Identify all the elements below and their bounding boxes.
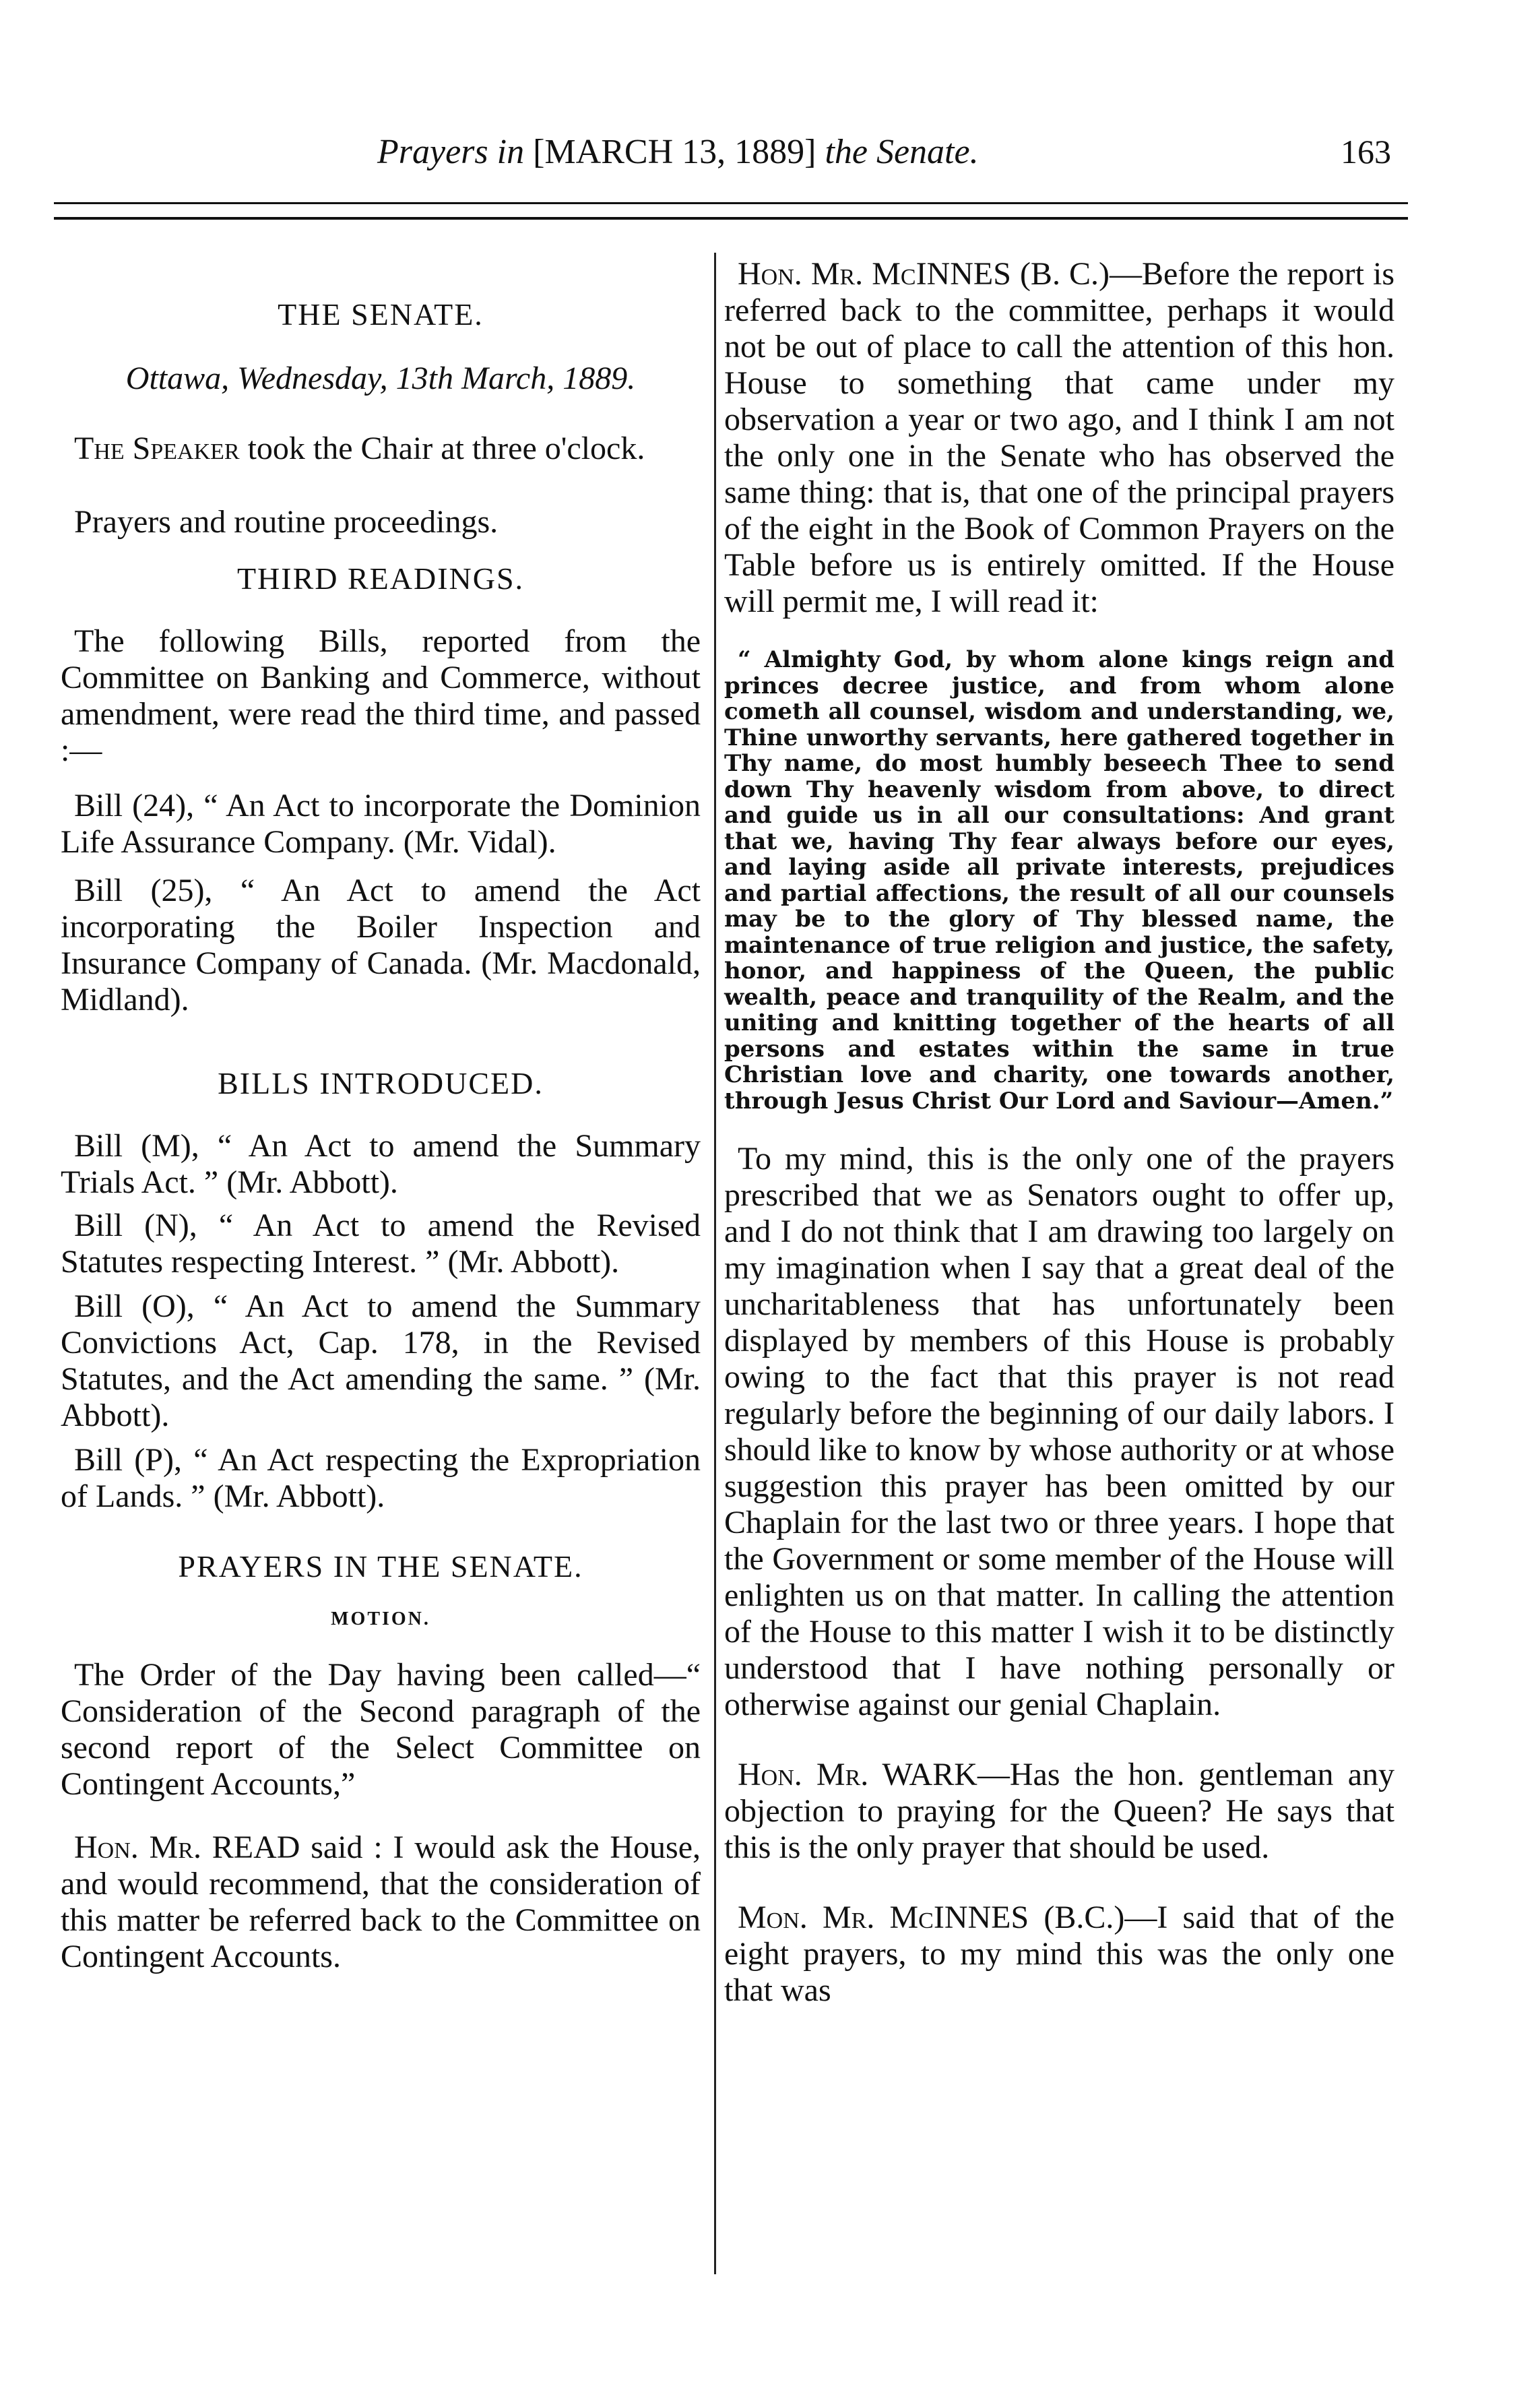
prayers-routine: Prayers and routine proceedings.	[74, 504, 499, 540]
prayer-quote: “ Almighty God, by whom alone kings reign and princes decree justice, and from whom alone cometh all counsel, wisdom and understanding, we, Thine unworthy servants, here gathered together in Thy name, do most humbly beseech Thee to send down Thy heavenly wisdom from above, to direct and guide us in all our consultations: And grant that we, having Thy fear always before our eyes, and laying aside all private interests, prejudices and partial affections, the result of all our counsels may be to the glory of Thy blessed name, the maintenance of true religion and justice, the safety, honor, and happiness of the Queen, the public wealth, peace and tranquility of the Realm, and the uniting and knitting together of the hearts of all persons and estates within the same in true Christian love and charity, one towards another, through Jesus Christ Our Lord and Saviour—Amen.”	[724, 646, 1394, 1115]
order-of-day: The Order of the Day having been called—“ Consideration of the Second paragraph of the second report of the Select Committee on Contingent Accounts,”	[61, 1657, 701, 1802]
header-rule-bottom	[54, 217, 1408, 220]
senate-heading: THE SENATE.	[278, 297, 484, 332]
dateline: Ottawa, Wednesday, 13th March, 1889.	[125, 361, 636, 396]
mcinnes-paragraph: Hon. Mr. McINNES (B. C.)—Before the report is referred back to the committee, perhaps it would not be out of place to call the attention of this hon. House to something that came under my observation a year or two ago, and I think I am not the only one in the Senate who has observed the same thing: that is, that one of the principal prayers of the eight in the Book of Common Prayers on the Table before us is entirely omitted. If the House will permit me, I will read it:	[724, 256, 1394, 619]
bill-25: Bill (25), “ An Act to amend the Act incorporating the Boiler Inspection and Insurance Company of Canada. (Mr. Macdonald, Midland).	[61, 873, 701, 1018]
bill-n: Bill (N), “ An Act to amend the Revised Statutes respecting Interest. ” (Mr. Abbott).	[61, 1208, 701, 1280]
prayers-heading: PRAYERS IN THE SENATE.	[178, 1549, 583, 1584]
bill-o: Bill (O), “ An Act to amend the Summary Convictions Act, Cap. 178, in the Revised Statutes, and the Act amending the same. ” (Mr. Abbott).	[61, 1288, 701, 1433]
bills-introduced-heading: BILLS INTRODUCED.	[218, 1066, 544, 1100]
read-speaker: Hon. Mr. READ	[74, 1830, 300, 1865]
bill-m: Bill (M), “ An Act to amend the Summary Trials Act. ” (Mr. Abbott).	[61, 1128, 701, 1200]
header-rule-top	[54, 202, 1408, 204]
third-readings-heading: THIRD READINGS.	[236, 561, 525, 596]
left-column	[61, 256, 701, 1975]
bill-24: Bill (24), “ An Act to incorporate the Dominion Life Assurance Company. (Mr. Vidal).	[61, 788, 701, 860]
right-column	[724, 256, 1394, 2009]
running-header	[0, 132, 1540, 179]
running-title: Prayers in [MARCH 13, 1889] the Senate.	[377, 133, 979, 171]
mcinnes2-speaker: Mon. Mr. McINNES (B.C.)	[738, 1900, 1125, 1935]
third-readings-intro: The following Bills, reported from the Committee on Banking and Commerce, without amendment, were read the third time, and passed :—	[61, 623, 701, 768]
page-number: 163	[1341, 133, 1391, 170]
wark-speaker: Hon. Mr. WARK	[738, 1757, 977, 1792]
read-paragraph: Hon. Mr. READ said : I would ask the House, and would recommend, that the consideration of this matter be referred back to the Committee on Contingent Accounts.	[61, 1830, 701, 1974]
mcinnes-speaker: Hon. Mr. McINNES (B. C.)	[738, 256, 1110, 292]
mcinnes-continued: To my mind, this is the only one of the prayers prescribed that we as Senators ought to offer up, and I do not think that I am drawing too largely on my imagination when I say that a great deal of the uncharitableness that has unfortunately been displayed by members of this House is probably owing to the fact that this prayer is not read regularly before the beginning of our daily labors. I should like to know by whose authority or at whose suggestion this prayer has been omitted by our Chaplain for the last two or three years. I hope that the Government or some member of the House will enlighten us on that matter. In calling the attention of the House to this matter I wish it to be distinctly understood that I have nothing personally or otherwise against our genial Chaplain.	[724, 1141, 1394, 1722]
motion-heading: MOTION.	[331, 1608, 430, 1629]
speaker-name: The Speaker	[74, 431, 240, 466]
wark-paragraph: Hon. Mr. WARK—Has the hon. gentleman any objection to praying for the Queen? He says that this is the only prayer that should be used.	[724, 1757, 1394, 1865]
speaker-paragraph: The Speaker took the Chair at three o'clock.	[74, 431, 645, 466]
column-divider	[714, 253, 716, 2274]
bill-p: Bill (P), “ An Act respecting the Expropriation of Lands. ” (Mr. Abbott).	[61, 1442, 701, 1514]
mcinnes2-paragraph: Mon. Mr. McINNES (B.C.)—I said that of the eight prayers, to my mind this was the only one that was	[724, 1900, 1394, 2008]
